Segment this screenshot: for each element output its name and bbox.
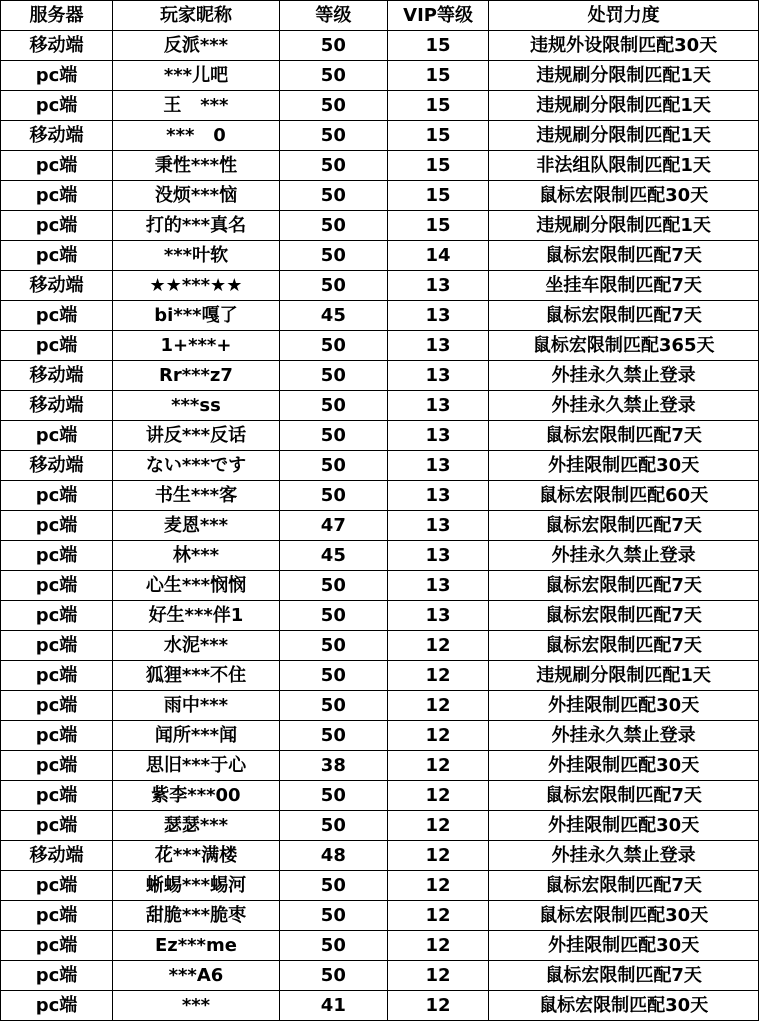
level-cell: 50: [279, 361, 387, 391]
vip-level-cell: 15: [387, 121, 489, 151]
nickname-cell: 麦恩***: [112, 511, 279, 541]
table-row: [1, 871, 759, 901]
table-row: [1, 661, 759, 691]
server-cell: pc端: [1, 211, 113, 241]
table-row: [1, 91, 759, 121]
table-row: [1, 781, 759, 811]
server-cell: pc端: [1, 421, 113, 451]
vip-level-cell: 15: [387, 151, 489, 181]
table-row: [1, 721, 759, 751]
server-cell: pc端: [1, 331, 113, 361]
table-row: [1, 541, 759, 571]
table-row: [1, 301, 759, 331]
table-row: [1, 931, 759, 961]
vip-level-cell: 13: [387, 271, 489, 301]
server-cell: 移动端: [1, 451, 113, 481]
penalty-cell: 外挂限制匹配30天: [489, 751, 759, 781]
level-cell: 50: [279, 961, 387, 991]
penalty-cell: 外挂限制匹配30天: [489, 931, 759, 961]
penalty-cell: 鼠标宏限制匹配365天: [489, 331, 759, 361]
penalty-cell: 鼠标宏限制匹配7天: [489, 421, 759, 451]
penalty-cell: 鼠标宏限制匹配30天: [489, 991, 759, 1021]
vip-level-cell: 13: [387, 541, 489, 571]
penalty-cell: 鼠标宏限制匹配7天: [489, 781, 759, 811]
server-cell: pc端: [1, 61, 113, 91]
penalty-cell: 外挂永久禁止登录: [489, 361, 759, 391]
nickname-cell: 蜥蜴***蜴河: [112, 871, 279, 901]
table-row: [1, 61, 759, 91]
nickname-cell: 思旧***于心: [112, 751, 279, 781]
penalty-cell: 非法组队限制匹配1天: [489, 151, 759, 181]
server-cell: pc端: [1, 901, 113, 931]
nickname-cell: ない***です: [112, 451, 279, 481]
vip-level-cell: 12: [387, 811, 489, 841]
server-cell: pc端: [1, 721, 113, 751]
nickname-cell: 紫李***00: [112, 781, 279, 811]
server-cell: pc端: [1, 301, 113, 331]
penalty-cell: 鼠标宏限制匹配30天: [489, 901, 759, 931]
server-cell: pc端: [1, 571, 113, 601]
vip-level-cell: 13: [387, 421, 489, 451]
penalty-cell: 外挂永久禁止登录: [489, 721, 759, 751]
nickname-cell: 1+***+: [112, 331, 279, 361]
header-nickname: 玩家昵称: [112, 1, 279, 31]
nickname-cell: ★★***★★: [112, 271, 279, 301]
nickname-cell: 反派***: [112, 31, 279, 61]
penalty-cell: 鼠标宏限制匹配30天: [489, 181, 759, 211]
penalty-cell: 鼠标宏限制匹配60天: [489, 481, 759, 511]
server-cell: 移动端: [1, 391, 113, 421]
server-cell: pc端: [1, 661, 113, 691]
nickname-cell: 没烦***恼: [112, 181, 279, 211]
table-row: [1, 751, 759, 781]
nickname-cell: 水泥***: [112, 631, 279, 661]
level-cell: 50: [279, 631, 387, 661]
table-row: [1, 31, 759, 61]
table-row: [1, 151, 759, 181]
level-cell: 45: [279, 541, 387, 571]
level-cell: 48: [279, 841, 387, 871]
level-cell: 50: [279, 571, 387, 601]
nickname-cell: 闻所***闻: [112, 721, 279, 751]
penalty-cell: 外挂永久禁止登录: [489, 841, 759, 871]
vip-level-cell: 12: [387, 721, 489, 751]
level-cell: 50: [279, 481, 387, 511]
table-row: [1, 511, 759, 541]
level-cell: 50: [279, 151, 387, 181]
table-row: [1, 181, 759, 211]
nickname-cell: 讲反***反话: [112, 421, 279, 451]
server-cell: 移动端: [1, 841, 113, 871]
vip-level-cell: 13: [387, 511, 489, 541]
nickname-cell: 书生***客: [112, 481, 279, 511]
nickname-cell: 雨中***: [112, 691, 279, 721]
nickname-cell: 好生***伴1: [112, 601, 279, 631]
vip-level-cell: 14: [387, 241, 489, 271]
vip-level-cell: 13: [387, 601, 489, 631]
server-cell: 移动端: [1, 271, 113, 301]
penalty-cell: 坐挂车限制匹配7天: [489, 271, 759, 301]
nickname-cell: 瑟瑟***: [112, 811, 279, 841]
table-row: [1, 601, 759, 631]
server-cell: pc端: [1, 631, 113, 661]
level-cell: 50: [279, 211, 387, 241]
table-row: [1, 271, 759, 301]
vip-level-cell: 13: [387, 451, 489, 481]
header-server: 服务器: [1, 1, 113, 31]
level-cell: 50: [279, 451, 387, 481]
vip-level-cell: 13: [387, 481, 489, 511]
nickname-cell: 林***: [112, 541, 279, 571]
server-cell: pc端: [1, 151, 113, 181]
table-row: [1, 451, 759, 481]
table-row: [1, 211, 759, 241]
table-row: [1, 421, 759, 451]
vip-level-cell: 15: [387, 61, 489, 91]
table-row: [1, 961, 759, 991]
table-row: [1, 331, 759, 361]
penalty-cell: 违规外设限制匹配30天: [489, 31, 759, 61]
penalty-cell: 违规刷分限制匹配1天: [489, 91, 759, 121]
vip-level-cell: 13: [387, 361, 489, 391]
vip-level-cell: 13: [387, 301, 489, 331]
header-level: 等级: [279, 1, 387, 31]
penalty-cell: 外挂永久禁止登录: [489, 391, 759, 421]
level-cell: 41: [279, 991, 387, 1021]
penalty-cell: 外挂限制匹配30天: [489, 811, 759, 841]
nickname-cell: ***叶软: [112, 241, 279, 271]
vip-level-cell: 12: [387, 901, 489, 931]
level-cell: 50: [279, 271, 387, 301]
server-cell: 移动端: [1, 31, 113, 61]
vip-level-cell: 12: [387, 841, 489, 871]
level-cell: 50: [279, 691, 387, 721]
penalty-cell: 鼠标宏限制匹配7天: [489, 601, 759, 631]
header-penalty: 处罚力度: [489, 1, 759, 31]
nickname-cell: 王 ***: [112, 91, 279, 121]
level-cell: 50: [279, 331, 387, 361]
penalty-cell: 鼠标宏限制匹配7天: [489, 871, 759, 901]
server-cell: pc端: [1, 181, 113, 211]
table-row: [1, 241, 759, 271]
level-cell: 50: [279, 901, 387, 931]
nickname-cell: ***: [112, 991, 279, 1021]
server-cell: pc端: [1, 751, 113, 781]
vip-level-cell: 13: [387, 331, 489, 361]
nickname-cell: 心生***悯悯: [112, 571, 279, 601]
vip-level-cell: 12: [387, 871, 489, 901]
vip-level-cell: 15: [387, 181, 489, 211]
level-cell: 50: [279, 241, 387, 271]
header-vip-level: VIP等级: [387, 1, 489, 31]
vip-level-cell: 15: [387, 91, 489, 121]
server-cell: pc端: [1, 811, 113, 841]
table-row: [1, 361, 759, 391]
level-cell: 50: [279, 391, 387, 421]
penalty-cell: 鼠标宏限制匹配7天: [489, 511, 759, 541]
level-cell: 38: [279, 751, 387, 781]
server-cell: pc端: [1, 991, 113, 1021]
nickname-cell: 秉性***性: [112, 151, 279, 181]
level-cell: 50: [279, 421, 387, 451]
penalty-cell: 外挂永久禁止登录: [489, 541, 759, 571]
level-cell: 50: [279, 661, 387, 691]
level-cell: 50: [279, 811, 387, 841]
nickname-cell: ***儿吧: [112, 61, 279, 91]
server-cell: pc端: [1, 91, 113, 121]
server-cell: 移动端: [1, 121, 113, 151]
nickname-cell: ***ss: [112, 391, 279, 421]
penalty-cell: 鼠标宏限制匹配7天: [489, 571, 759, 601]
table-row: [1, 901, 759, 931]
vip-level-cell: 15: [387, 31, 489, 61]
table-row: [1, 691, 759, 721]
vip-level-cell: 12: [387, 991, 489, 1021]
table-row: [1, 811, 759, 841]
vip-level-cell: 12: [387, 781, 489, 811]
table-body: [1, 31, 759, 1021]
level-cell: 47: [279, 511, 387, 541]
nickname-cell: ***A6: [112, 961, 279, 991]
vip-level-cell: 12: [387, 931, 489, 961]
server-cell: pc端: [1, 871, 113, 901]
level-cell: 50: [279, 31, 387, 61]
table-row: [1, 121, 759, 151]
penalty-cell: 外挂限制匹配30天: [489, 691, 759, 721]
penalty-cell: 鼠标宏限制匹配7天: [489, 961, 759, 991]
server-cell: pc端: [1, 481, 113, 511]
penalty-cell: 外挂限制匹配30天: [489, 451, 759, 481]
table-row: [1, 481, 759, 511]
vip-level-cell: 12: [387, 661, 489, 691]
level-cell: 50: [279, 91, 387, 121]
level-cell: 50: [279, 121, 387, 151]
level-cell: 50: [279, 61, 387, 91]
penalty-cell: 鼠标宏限制匹配7天: [489, 301, 759, 331]
penalty-cell: 违规刷分限制匹配1天: [489, 661, 759, 691]
penalty-cell: 违规刷分限制匹配1天: [489, 121, 759, 151]
level-cell: 50: [279, 601, 387, 631]
penalty-cell: 鼠标宏限制匹配7天: [489, 631, 759, 661]
nickname-cell: bi***嘎了: [112, 301, 279, 331]
table-row: [1, 841, 759, 871]
server-cell: pc端: [1, 541, 113, 571]
table-row: [1, 391, 759, 421]
nickname-cell: Rr***z7: [112, 361, 279, 391]
nickname-cell: *** 0: [112, 121, 279, 151]
table-row: [1, 571, 759, 601]
server-cell: 移动端: [1, 361, 113, 391]
nickname-cell: 花***满楼: [112, 841, 279, 871]
header-row: [1, 1, 759, 31]
vip-level-cell: 12: [387, 631, 489, 661]
server-cell: pc端: [1, 961, 113, 991]
table-row: [1, 991, 759, 1021]
penalty-cell: 鼠标宏限制匹配7天: [489, 241, 759, 271]
penalty-cell: 违规刷分限制匹配1天: [489, 61, 759, 91]
nickname-cell: 狐狸***不住: [112, 661, 279, 691]
vip-level-cell: 12: [387, 961, 489, 991]
server-cell: pc端: [1, 601, 113, 631]
vip-level-cell: 12: [387, 691, 489, 721]
level-cell: 50: [279, 931, 387, 961]
vip-level-cell: 13: [387, 391, 489, 421]
nickname-cell: Ez***me: [112, 931, 279, 961]
table-row: [1, 631, 759, 661]
vip-level-cell: 15: [387, 211, 489, 241]
level-cell: 50: [279, 181, 387, 211]
nickname-cell: 打的***真名: [112, 211, 279, 241]
vip-level-cell: 13: [387, 571, 489, 601]
server-cell: pc端: [1, 241, 113, 271]
penalty-cell: 违规刷分限制匹配1天: [489, 211, 759, 241]
level-cell: 50: [279, 721, 387, 751]
level-cell: 50: [279, 871, 387, 901]
level-cell: 45: [279, 301, 387, 331]
server-cell: pc端: [1, 931, 113, 961]
server-cell: pc端: [1, 691, 113, 721]
vip-level-cell: 12: [387, 751, 489, 781]
nickname-cell: 甜脆***脆枣: [112, 901, 279, 931]
level-cell: 50: [279, 781, 387, 811]
server-cell: pc端: [1, 781, 113, 811]
server-cell: pc端: [1, 511, 113, 541]
